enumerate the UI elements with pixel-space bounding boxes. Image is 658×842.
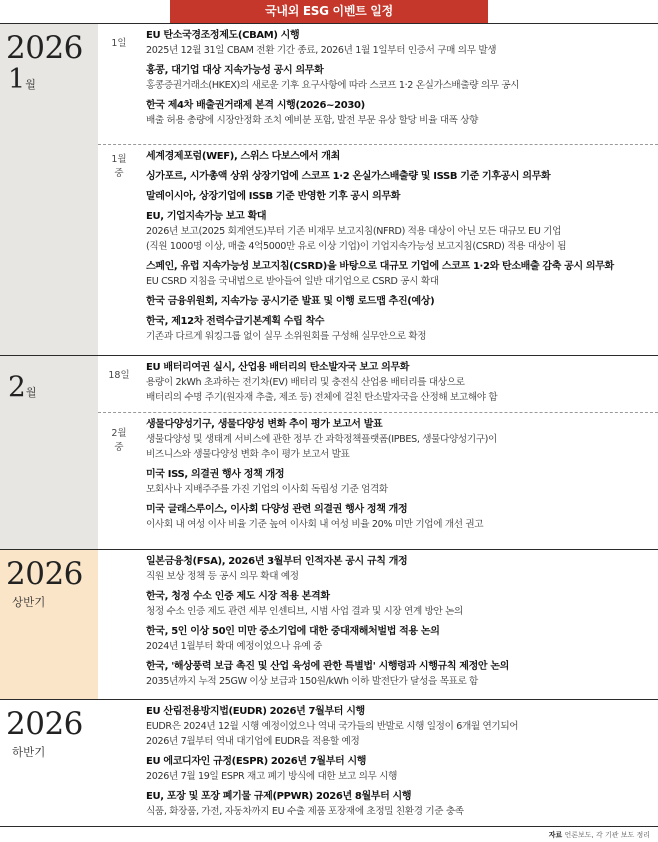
period-label: 상반기 xyxy=(12,595,46,609)
item-title: 한국 제4차 배출권거래제 본격 시행(2026~2030) xyxy=(146,100,365,111)
item-title: 한국, 청정 수소 인증 제도 시장 적용 본격화 xyxy=(146,591,330,602)
item-desc: 홍콩증권거래소(HKEX)의 새로운 기후 요구사항에 따라 스코프 1·2 온실가스배출량 의무 공시 xyxy=(146,80,520,91)
group-items xyxy=(146,28,650,133)
list-item xyxy=(146,467,650,497)
item-title: EU, 기업지속가능 보고 확대 xyxy=(146,211,267,222)
list-item xyxy=(146,314,650,344)
item-desc: 2024년 1월부터 확대 예정이었으나 유예 중 xyxy=(146,641,323,652)
year-label: 2026 xyxy=(6,706,83,742)
source-label: 자료 xyxy=(548,831,563,839)
list-item xyxy=(146,417,650,462)
item-desc: 2025년 12월 31일 CBAM 전환 기간 종료, 2026년 1월 1일부터 인증서 구매 의무 발생 xyxy=(146,45,497,56)
group-items xyxy=(146,704,650,824)
item-title: 미국 ISS, 의결권 행사 정책 개정 xyxy=(146,469,285,480)
item-desc: EUDR은 2024년 12월 시행 예정이었으나 역내 국가들의 반발로 시행 일정이 6개월 연기되어 xyxy=(146,721,519,732)
list-item xyxy=(146,189,650,204)
item-title: EU, 포장 및 포장 폐기물 규제(PPWR) 2026년 8월부터 시행 xyxy=(146,791,412,802)
section-feb xyxy=(0,355,658,549)
group-items xyxy=(146,417,650,537)
item-desc: 2026년 7월부터 역내 대기업에 EUDR을 적용할 예정 xyxy=(146,736,360,747)
item-desc: EU CSRD 지침을 국내법으로 받아들여 일반 대기업으로 CSRD 공시 확대 xyxy=(146,276,439,287)
list-item xyxy=(146,209,650,254)
month-label: 1월 xyxy=(8,64,36,95)
item-desc: 모회사나 지배주주를 가진 기업의 이사회 독립성 기준 엄격화 xyxy=(146,484,388,495)
group-items xyxy=(146,149,650,349)
month-label: 2월 xyxy=(8,370,37,403)
item-desc: 2026년 7월 19일 ESPR 재고 폐기 방식에 대한 보고 의무 시행 xyxy=(146,771,397,782)
item-desc: 직원 보상 정책 등 공시 의무 확대 예정 xyxy=(146,571,299,582)
item-desc: 용량이 2kWh 초과하는 전기차(EV) 배터리 및 충전식 산업용 배터리를 대상으로 xyxy=(146,377,465,388)
day-label-text: 2월 중 xyxy=(111,428,127,453)
day-label xyxy=(98,153,140,181)
day-label-text: 1월 중 xyxy=(111,154,127,179)
item-title: 생물다양성기구, 생물다양성 변화 추이 평가 보고서 발표 xyxy=(146,419,383,430)
list-item xyxy=(146,294,650,309)
list-item xyxy=(146,554,650,584)
list-item xyxy=(146,259,650,289)
item-desc: 배출 허용 총량에 시장안정화 조치 예비분 포함, 발전 부문 유상 할당 비율 대폭 상향 xyxy=(146,115,479,126)
item-title: EU 산림전용방지법(EUDR) 2026년 7월부터 시행 xyxy=(146,706,365,717)
item-desc: 이사회 내 여성 이사 비율 기준 높여 이사회 내 여성 비율 20% 미만 기업에 개선 권고 xyxy=(146,519,484,530)
item-title: 한국, 5인 이상 50인 미만 중소기업에 대한 중대재해처벌법 적용 논의 xyxy=(146,626,440,637)
period-label: 월 xyxy=(25,387,37,399)
list-item xyxy=(146,98,650,128)
item-title: 한국, 제12차 전력수급기본계획 수립 착수 xyxy=(146,316,325,327)
list-item xyxy=(146,169,650,184)
item-title: 한국, '해상풍력 보급 촉진 및 산업 육성에 관한 특별법' 시행령과 시행규칙 제정안 논의 xyxy=(146,661,509,672)
section-label xyxy=(0,24,98,355)
list-item xyxy=(146,589,650,619)
section-h2 xyxy=(0,699,658,827)
item-desc: 비즈니스와 생물다양성 변화 추이 평가 보고서 발표 xyxy=(146,449,350,460)
source-note xyxy=(549,830,650,840)
list-item xyxy=(146,754,650,784)
item-title: EU 탄소국경조정제도(CBAM) 시행 xyxy=(146,30,300,41)
item-title: 싱가포르, 시가총액 상위 상장기업에 스코프 1·2 온실가스배출량 및 ISSB 기준 기후공시 의무화 xyxy=(146,171,551,182)
item-title: 스페인, 유럽 지속가능성 보고지침(CSRD)을 바탕으로 대규모 기업에 스코프 1·2와 탄소배출 감축 공시 의무화 xyxy=(146,261,614,272)
item-desc: (직원 1000명 이상, 매출 4억5000만 유로 이상 기업)이 기업지속가능성 보고지침(CSRD) 적용 대상이 됨 xyxy=(146,241,567,252)
list-item xyxy=(146,502,650,532)
item-title: EU 에코디자인 규정(ESPR) 2026년 7월부터 시행 xyxy=(146,756,367,767)
item-desc: 배터리의 수명 주기(원자재 추출, 제조 등) 전체에 걸친 탄소발자국을 산정해 보고해야 함 xyxy=(146,392,498,403)
item-desc: 기존과 다르게 워킹그룹 없이 실무 소위원회를 구성해 실무안으로 확정 xyxy=(146,331,427,342)
list-item xyxy=(146,624,650,654)
section-label xyxy=(0,700,98,826)
item-title: 미국 글래스루이스, 이사회 다양성 관련 의결권 행사 정책 개정 xyxy=(146,504,408,515)
item-desc: 식품, 화장품, 가전, 자동차까지 EU 수출 제품 포장재에 초정밀 친환경 기준 충족 xyxy=(146,806,464,817)
day-label: 18일 xyxy=(108,370,130,381)
item-desc: 2026년 보고(2025 회계연도)부터 기존 비재무 보고지침(NFRD) 적용 대상이 아닌 모든 대규모 EU 기업 xyxy=(146,226,562,237)
day-label xyxy=(98,427,140,455)
group-items xyxy=(146,554,650,694)
list-item xyxy=(146,789,650,819)
source-text: 언론보도, 각 기관 보도 정리 xyxy=(564,831,650,839)
section-h1 xyxy=(0,549,658,699)
item-desc: 생물다양성 및 생태계 서비스에 관한 정부 간 과학정책플랫폼(IPBES, 생물다양성기구)이 xyxy=(146,434,497,445)
item-title: 세계경제포럼(WEF), 스위스 다보스에서 개최 xyxy=(146,151,340,162)
period-label: 월 xyxy=(25,79,36,91)
list-item xyxy=(146,28,650,58)
period-label: 하반기 xyxy=(12,745,46,759)
list-item xyxy=(146,704,650,749)
item-desc: 2035년까지 누적 25GW 이상 보급과 150원/kWh 이하 발전단가 달성을 목표로 함 xyxy=(146,676,478,687)
section-label xyxy=(0,356,98,549)
year-label: 2026 xyxy=(6,556,83,592)
year-label: 2026 xyxy=(6,30,83,66)
list-item xyxy=(146,63,650,93)
item-title: 한국 금융위원회, 지속가능 공시기준 발표 및 이행 로드맵 추진(예상) xyxy=(146,296,435,307)
list-item xyxy=(146,149,650,164)
item-title: 말레이시아, 상장기업에 ISSB 기준 반영한 기후 공시 의무화 xyxy=(146,191,401,202)
section-label xyxy=(0,550,98,699)
day-label: 1일 xyxy=(111,38,127,49)
group-items xyxy=(146,360,650,410)
list-item xyxy=(146,659,650,689)
item-title: EU 배터리여권 실시, 산업용 배터리의 탄소발자국 보고 의무화 xyxy=(146,362,410,373)
item-title: 일본금융청(FSA), 2026년 3월부터 인적자본 공시 규칙 개정 xyxy=(146,556,408,567)
section-jan xyxy=(0,23,658,355)
page-title: 국내외 ESG 이벤트 일정 xyxy=(170,0,488,23)
item-desc: 청정 수소 인증 제도 관련 세부 인센티브, 시범 사업 결과 및 시장 연계 방안 논의 xyxy=(146,606,463,617)
item-title: 홍콩, 대기업 대상 지속가능성 공시 의무화 xyxy=(146,65,324,76)
list-item xyxy=(146,360,650,405)
